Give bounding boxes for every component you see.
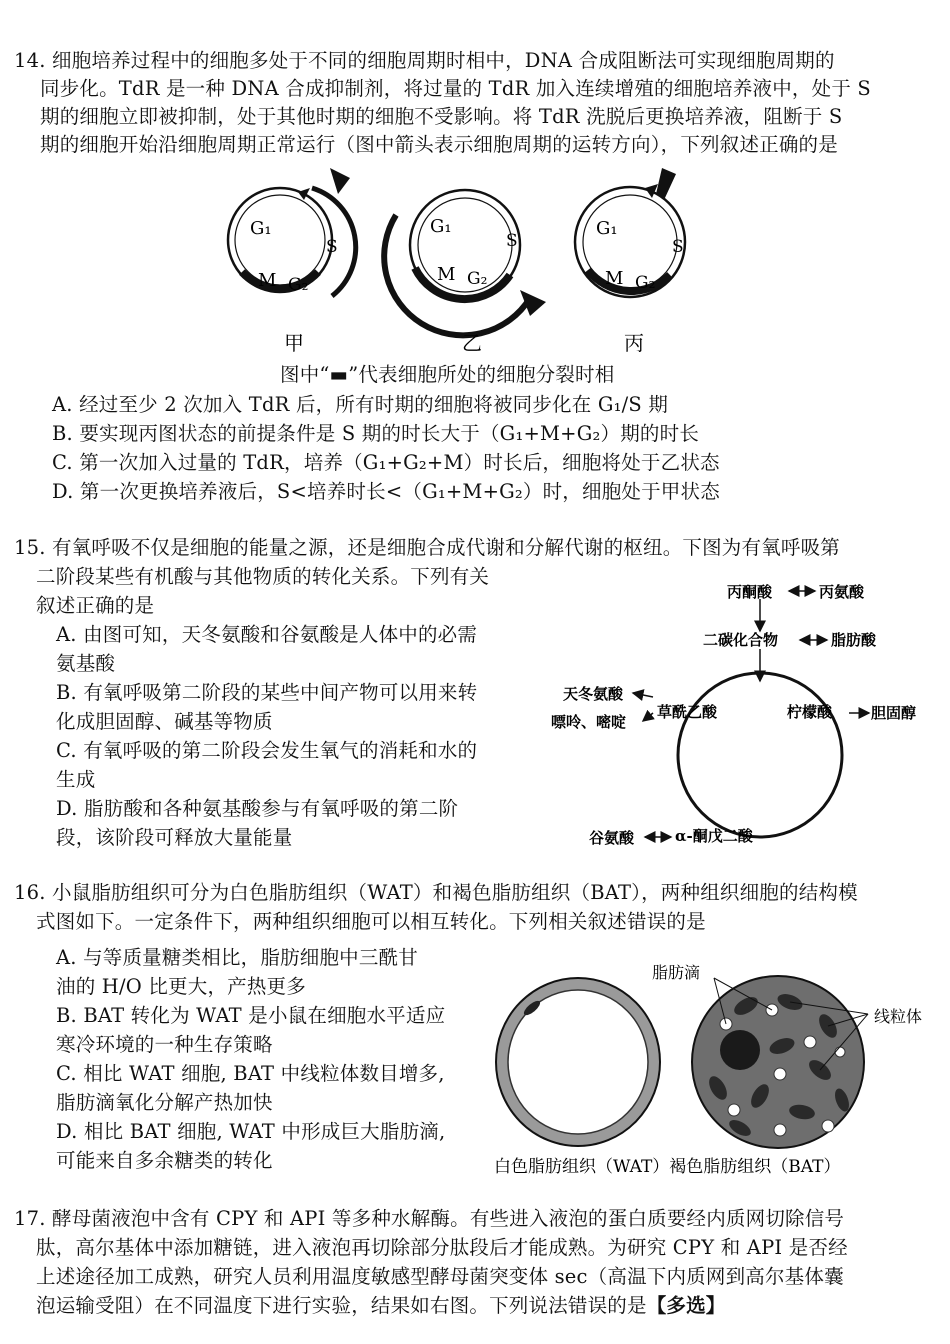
q16-stem-line-2: 式图如下。一定条件下，两种组织细胞可以相互转化。下列相关叙述错误的是	[36, 910, 706, 933]
jia-s-label: S	[326, 237, 338, 257]
bing-m-label: M	[605, 268, 624, 289]
q16-option-d-line-2: 可能来自多余糖类的转化	[56, 1149, 273, 1172]
node-glutamate: 谷氨酸	[589, 829, 635, 847]
q15-stem-line-1: 15. 有氧呼吸不仅是细胞的能量之源，还是细胞合成代谢和分解代谢的枢纽。下图为有氧呼吸第	[14, 536, 841, 559]
q17-stem-line-3: 上述途径加工成熟，研究人员利用温度敏感型酵母菌突变体 sec（高温下内质网到高尔基体囊	[36, 1265, 844, 1288]
bing-s-label: S	[672, 237, 684, 257]
wat-cell	[496, 978, 660, 1146]
q16-option-b-line-1: B. BAT 转化为 WAT 是小鼠在细胞水平适应	[56, 1004, 446, 1027]
q15-option-b-line-1: B. 有氧呼吸第二阶段的某些中间产物可以用来转	[56, 681, 478, 704]
q15-stem-line-2: 二阶段某些有机酸与其他物质的转化关系。下列有关	[36, 565, 490, 588]
node-aspartate: 天冬氨酸	[563, 685, 624, 703]
q14-stem-line-2: 同步化。TdR 是一种 DNA 合成抑制剂，将过量的 TdR 加入连续增殖的细胞培养液中，处于 S	[40, 77, 871, 100]
caption-bing: 丙	[624, 331, 644, 355]
q17-stem-line-4-text: 泡运输受阻）在不同温度下进行实验，结果如右图。下列说法错误的是	[36, 1294, 647, 1317]
bing-g2-label: G₂	[635, 273, 656, 293]
q15-option-c-line-2: 生成	[56, 768, 96, 791]
node-citrate: 柠檬酸	[787, 703, 833, 721]
node-purine-pyrimidine: 嘌呤、嘧啶	[551, 713, 627, 731]
q14-stem-line-4: 期的细胞开始沿细胞周期正常运行（图中箭头表示细胞周期的运转方向），下列叙述正确的是	[40, 133, 838, 156]
krebs-cycle-diagram	[545, 575, 940, 860]
yi-m-label: M	[437, 264, 456, 285]
node-c2-compound: 二碳化合物	[703, 631, 779, 649]
caption-jia: 甲	[284, 331, 304, 355]
cycle-jia	[228, 168, 356, 296]
q15-option-d-line-2: 段，该阶段可释放大量能量	[56, 826, 293, 849]
fat-tissue-caption: 白色脂肪组织（WAT）褐色脂肪组织（BAT）	[494, 1157, 841, 1177]
node-alanine: 丙氨酸	[819, 583, 865, 601]
node-fatty-acid: 脂肪酸	[831, 631, 877, 649]
q14-option-c: C. 第一次加入过量的 TdR，培养（G₁+G₂+M）时长后，细胞将处于乙状态	[52, 451, 720, 474]
cycle-yi	[384, 190, 546, 335]
node-oxaloacetate: 草酰乙酸	[657, 703, 718, 721]
label-fat-droplet: 脂肪滴	[652, 963, 701, 982]
cycle-bing	[575, 168, 685, 297]
q16-option-d-line-1: D. 相比 BAT 细胞, WAT 中形成巨大脂肪滴,	[56, 1120, 446, 1143]
q14-option-d: D. 第一次更换培养液后，S<培养时长<（G₁+M+G₂）时，细胞处于甲状态	[52, 480, 720, 503]
q15-option-b-line-2: 化成胆固醇、碱基等物质	[56, 710, 273, 733]
jia-g2-label: G₂	[288, 275, 309, 295]
q14-figure-legend: 图中“▬”代表细胞所处的细胞分裂时相	[280, 363, 615, 386]
q16-option-b-line-2: 寒冷环境的一种生存策略	[56, 1033, 273, 1056]
q16-option-a-line-1: A. 与等质量糖类相比，脂肪细胞中三酰甘	[56, 946, 418, 969]
q14-option-b: B. 要实现丙图状态的前提条件是 S 期的时长大于（G₁+M+G₂）期的时长	[52, 422, 700, 445]
q15-option-d-line-1: D. 脂肪酸和各种氨基酸参与有氧呼吸的第二阶	[56, 797, 459, 820]
q16-option-c-line-1: C. 相比 WAT 细胞, BAT 中线粒体数目增多,	[56, 1062, 445, 1085]
yi-g2-label: G₂	[467, 269, 488, 289]
multiple-choice-tag: 【多选】	[646, 1294, 726, 1317]
q16-option-a-line-2: 油的 H/O 比更大，产热更多	[56, 975, 306, 998]
label-mitochondria: 线粒体	[874, 1007, 923, 1026]
bat-cell	[692, 976, 868, 1148]
q15-option-a-line-2: 氨基酸	[56, 652, 116, 675]
q16-stem-line-1: 16. 小鼠脂肪组织可分为白色脂肪组织（WAT）和褐色脂肪组织（BAT），两种组织细胞的结构模	[14, 881, 858, 904]
q15-stem-line-3: 叙述正确的是	[36, 594, 155, 617]
node-cholesterol: 胆固醇	[871, 704, 917, 722]
jia-m-label: M	[258, 270, 277, 291]
node-alpha-ketoglutarate: α-酮戊二酸	[675, 827, 753, 845]
q17-stem-line-1: 17. 酵母菌液泡中含有 CPY 和 API 等多种水解酶。有些进入液泡的蛋白质要经内质网切除信号	[14, 1207, 845, 1230]
bing-g1-label: G₁	[596, 218, 618, 239]
caption-yi: 乙	[462, 331, 482, 355]
q16-option-c-line-2: 脂肪滴氧化分解产热加快	[56, 1091, 273, 1114]
fat-tissue-figure	[490, 950, 940, 1180]
q14-option-a: A. 经过至少 2 次加入 TdR 后，所有时期的细胞将被同步化在 G₁/S 期	[52, 393, 669, 416]
yi-s-label: S	[506, 231, 518, 251]
yi-g1-label: G₁	[430, 216, 452, 237]
q14-stem-line-3: 期的细胞立即被抑制，处于其他时期的细胞不受影响。将 TdR 洗脱后更换培养液，阻断于 S	[40, 105, 843, 128]
node-pyruvate: 丙酮酸	[727, 583, 773, 601]
q14-stem-line-1: 14. 细胞培养过程中的细胞多处于不同的细胞周期时相中，DNA 合成阻断法可实现细胞周期的	[14, 49, 835, 72]
cell-cycle-figure	[200, 160, 720, 360]
q17-stem-line-4	[36, 1293, 726, 1319]
q15-option-c-line-1: C. 有氧呼吸的第二阶段会发生氧气的消耗和水的	[56, 739, 478, 762]
q17-stem-line-2: 肽，高尔基体中添加糖链，进入液泡再切除部分肽段后才能成熟。为研究 CPY 和 API 是否经	[36, 1236, 848, 1259]
jia-g1-label: G₁	[250, 218, 272, 239]
q15-option-a-line-1: A. 由图可知，天冬氨酸和谷氨酸是人体中的必需	[56, 623, 478, 646]
